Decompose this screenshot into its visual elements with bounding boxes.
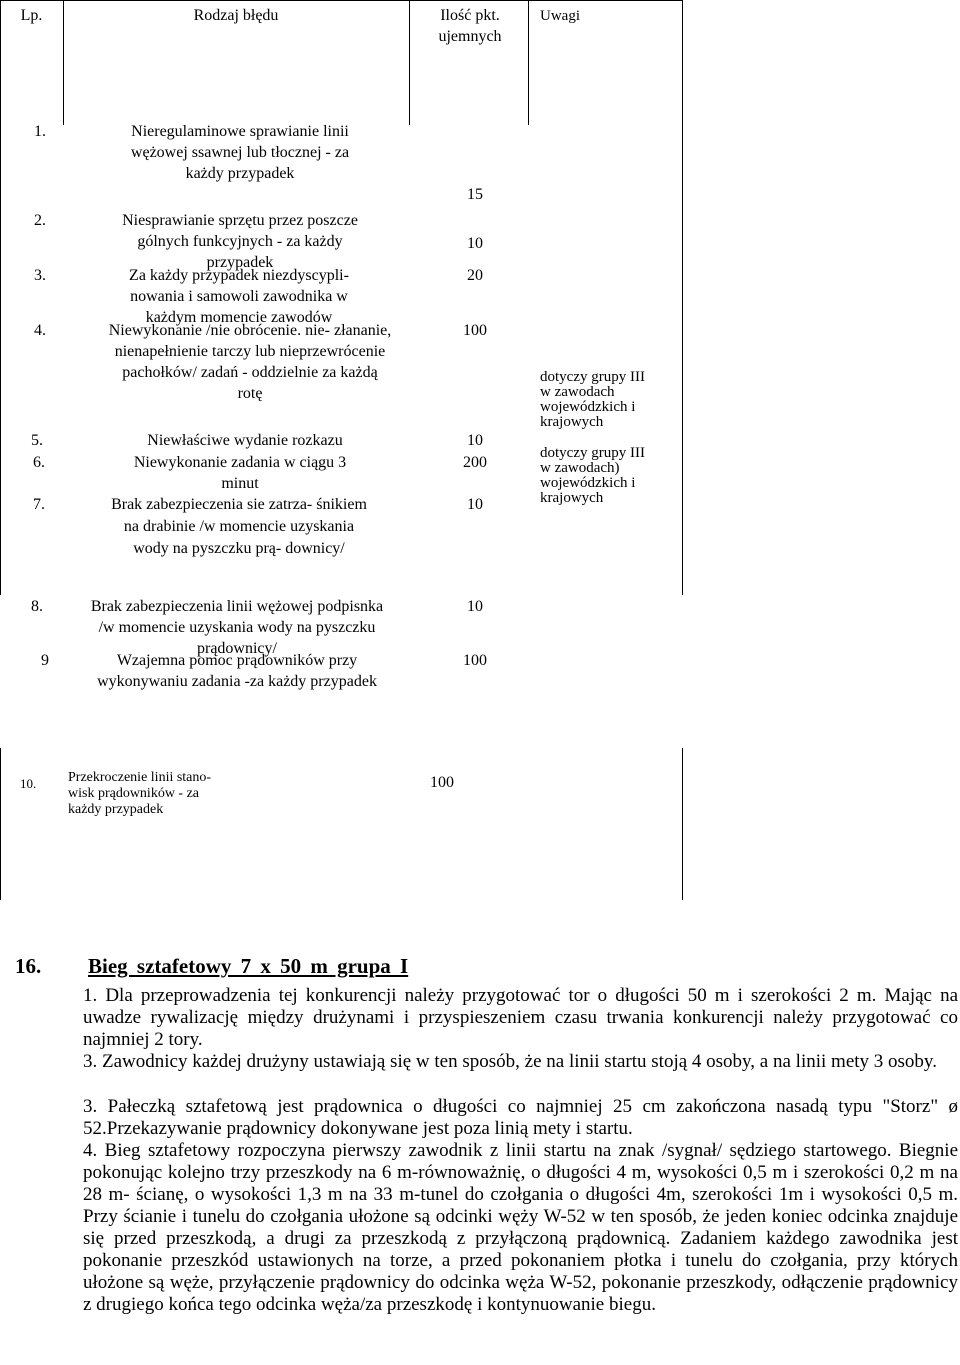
row-description: Nieregulaminowe sprawianie linii wężowej ssawnej lub tłocznej - za każdy przypadek [130,123,350,182]
row-description: Niewykonanie zadania w ciągu 3 minut [133,454,347,492]
row-description: Brak zabezpieczenia linii wężowej podpisnka /w momencie uzyskania wody na pyszczku prądownicy/ [90,598,384,657]
paragraph-team-positions: 3. Zawodnicy każdej drużyny ustawiają się w ten sposób, że na linii startu stoją 4 osoby, a na linii mety 3 osoby. [83,1051,937,1072]
row-description: Niewykonanie /nie obrócenie. nie- złananie, nienapełnienie tarczy lub nieprzewrócenie pachołków/ zadań - oddzielnie za każdą rotę [108,322,392,402]
row-number: 4. [34,322,46,339]
table-right-border-bottom [682,748,683,900]
row-description: Przekroczenie linii stano- wisk prądowników - za każdy przypadek [68,770,212,817]
row-description: Za każdy przypadek niezdyscypli- nowania i samowoli zawodnika w każdym momencie zawodów [129,267,349,326]
row-number: 5. [31,432,43,449]
row-number: 9 [41,652,49,669]
row-number: 10. [20,776,37,791]
paragraph-baton: 3. Pałeczką sztafetową jest prądownica o długości co najmniej 25 cm zakończona nasadą typu "Storz" ø 52.Przekazywanie prądownicy dokonywane jest poza linią mety i startu. [83,1096,958,1139]
row-number: 6. [33,454,45,471]
row-points: 10 [467,496,483,513]
header-notes: Uwagi [540,8,580,24]
header-lp: Lp. [20,7,43,24]
row-points: 100 [463,652,487,669]
table-col-type-divider [409,0,410,125]
row-number: 8. [31,598,43,615]
paragraph-track: 1. Dla przeprowadzenia tej konkurencji należy przygotować tor o długości 50 m i szerokości 2 m. Mając na uwadze rywalizację między drużynami i przyspieszeniem czasu trwania konkurencji należy przygotować co najmniej 2 tory. [83,985,958,1050]
section-title: Bieg sztafetowy 7 x 50 m grupa I [88,954,409,978]
row-points: 200 [463,454,487,471]
header-error-type: Rodzaj błędu [193,7,279,24]
table-left-border-lower [0,125,1,595]
row-number: 1. [34,123,46,140]
table-top-border [0,0,683,1]
paragraph-race-description: 4. Bieg sztafetowy rozpoczyna pierwszy zawodnik z linii startu na znak /sygnał/ sędziego startowego. Biegnie pokonując kolejno trzy przeszkody na 6 m-równoważnię, o długości 4 m, wysokości 0,5 m i szerokości 0,2 m na 28 m- ścianę, o wysokości 1,3 m na 33 m-tunel do czołgania o długości 4m, szerokości 1m i wysokości 0,5 m. Przy ścianie i tunelu do czołgania ułożone są odcinki węży W-52 w ten sposób, że jeden koniec odcinka znajduje się przed przeszkodą, a drugi za przeszkodą z przyłączoną prądownicą. Zadaniem każdego zawodnika jest pokonanie przeszkód ustawionych na torze, a przed pokonaniem płotka i tunelu do czołgania, przy których ułożone są węże, przyłączenie prądownicy do odcinka węża W-52, pokonanie przeszkody, odłączenie prądownicy z drugiego końca tego odcinka węża/za przeszkodę i kontynuowanie biegu. [83,1140,958,1315]
row-points: 100 [430,774,454,791]
note-group-three-second: dotyczy grupy III w zawodach) wojewódzkich i krajowych [540,445,645,506]
row-points: 10 [467,235,483,252]
row-points: 15 [467,186,483,203]
row-points: 10 [467,598,483,615]
row-points: 10 [467,432,483,449]
row-description: Brak zabezpieczenia sie zatrza- śnikiem na drabinie /w momencie uzyskania wody na pyszczku prą- downicy/ [111,496,367,557]
row-points: 20 [467,267,483,284]
table-right-border-lower [682,125,683,595]
row-number: 3. [34,267,46,284]
row-number: 2. [34,212,46,229]
table-col-points-divider [528,0,529,125]
table-right-border [682,0,683,125]
row-points: 100 [463,322,487,339]
row-description: Niesprawianie sprzętu przez poszcze gólnych funkcyjnych - za każdy przypadek [122,212,358,271]
header-points: Ilość pkt. ujemnych [438,7,502,45]
row-description: Wzajemna pomoc prądowników przy wykonywaniu zadania -za każdy przypadek [97,652,377,690]
table-left-border-bottom [0,748,1,900]
row-number: 7. [33,496,45,513]
note-group-three-first: dotyczy grupy III w zawodach wojewódzkich i krajowych [540,369,645,430]
section-number: 16. [15,954,42,978]
row-description: Niewłaściwe wydanie rozkazu [147,432,343,449]
